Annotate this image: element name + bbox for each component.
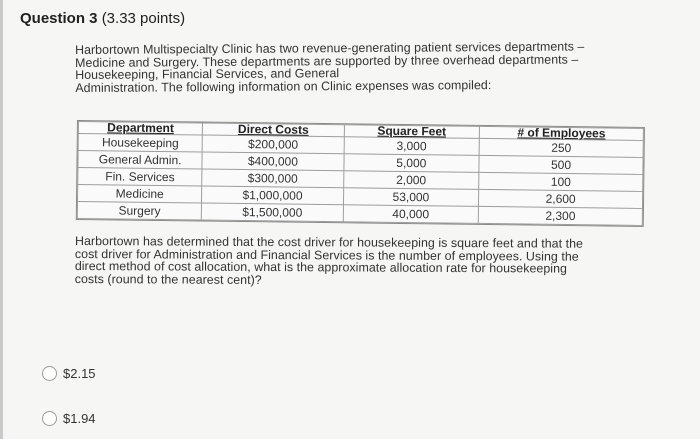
question-intro-text — [75, 40, 665, 94]
cell-square-feet: 40,000 — [343, 205, 479, 224]
cell-square-feet: 5,000 — [343, 154, 479, 173]
cell-department: Medicine — [78, 185, 202, 204]
cell-employees: 100 — [479, 172, 643, 191]
cell-department: Surgery — [77, 202, 201, 221]
left-border — [0, 0, 3, 439]
prompt-line: cost driver for Administration and Financial Services is the number of employees. Using the — [74, 246, 579, 264]
answer-option-label: $1.94 — [63, 411, 96, 426]
cell-department: Fin. Services — [78, 168, 202, 187]
radio-button[interactable] — [42, 411, 57, 426]
cell-direct-costs: $300,000 — [202, 169, 343, 188]
header-employees: # of Employees — [479, 126, 643, 140]
cell-employees: 250 — [479, 138, 643, 157]
cell-direct-costs: $400,000 — [202, 152, 343, 171]
answer-option-1[interactable] — [42, 366, 96, 381]
clinic-expenses-table — [76, 120, 645, 227]
prompt-line: costs (round to the nearest cent)? — [74, 271, 262, 287]
cell-direct-costs: $200,000 — [202, 135, 343, 154]
header-square-feet: Square Feet — [344, 125, 480, 139]
cell-employees: 2,600 — [479, 189, 643, 208]
answer-option-2[interactable] — [42, 411, 96, 426]
cell-employees: 500 — [479, 155, 643, 174]
cell-department: Housekeeping — [78, 134, 202, 153]
cell-square-feet: 2,000 — [343, 171, 479, 190]
question-points: (3.33 points) — [101, 10, 186, 27]
cell-square-feet: 3,000 — [344, 137, 480, 156]
cell-square-feet: 53,000 — [343, 188, 479, 207]
question-prompt-text — [75, 235, 655, 288]
cell-employees: 2,300 — [478, 206, 642, 225]
cell-department: General Admin. — [78, 151, 202, 170]
intro-line: Harbortown Multispecialty Clinic has two revenue-generating patient services departments – — [74, 39, 585, 57]
question-number: Question 3 — [20, 10, 98, 27]
header-direct-costs: Direct Costs — [203, 123, 344, 137]
prompt-line: Harbortown has determined that the cost driver for housekeeping is square feet and that the — [74, 234, 584, 251]
prompt-line: direct method of cost allocation, what is the approximate allocation rate for housekeeping — [74, 259, 568, 276]
answer-option-label: $2.15 — [63, 366, 96, 381]
intro-line: Medicine and Surgery. These departments are supported by three overhead departments – — [75, 52, 579, 70]
question-header — [20, 10, 185, 27]
cell-direct-costs: $1,500,000 — [202, 203, 343, 222]
radio-button[interactable] — [42, 366, 57, 381]
header-department: Department — [78, 122, 202, 136]
intro-line: Housekeeping, Financial Services, and General — [75, 66, 340, 83]
intro-line: Administration. The following information on Clinic expenses was compiled: — [75, 77, 492, 95]
cell-direct-costs: $1,000,000 — [202, 186, 343, 205]
